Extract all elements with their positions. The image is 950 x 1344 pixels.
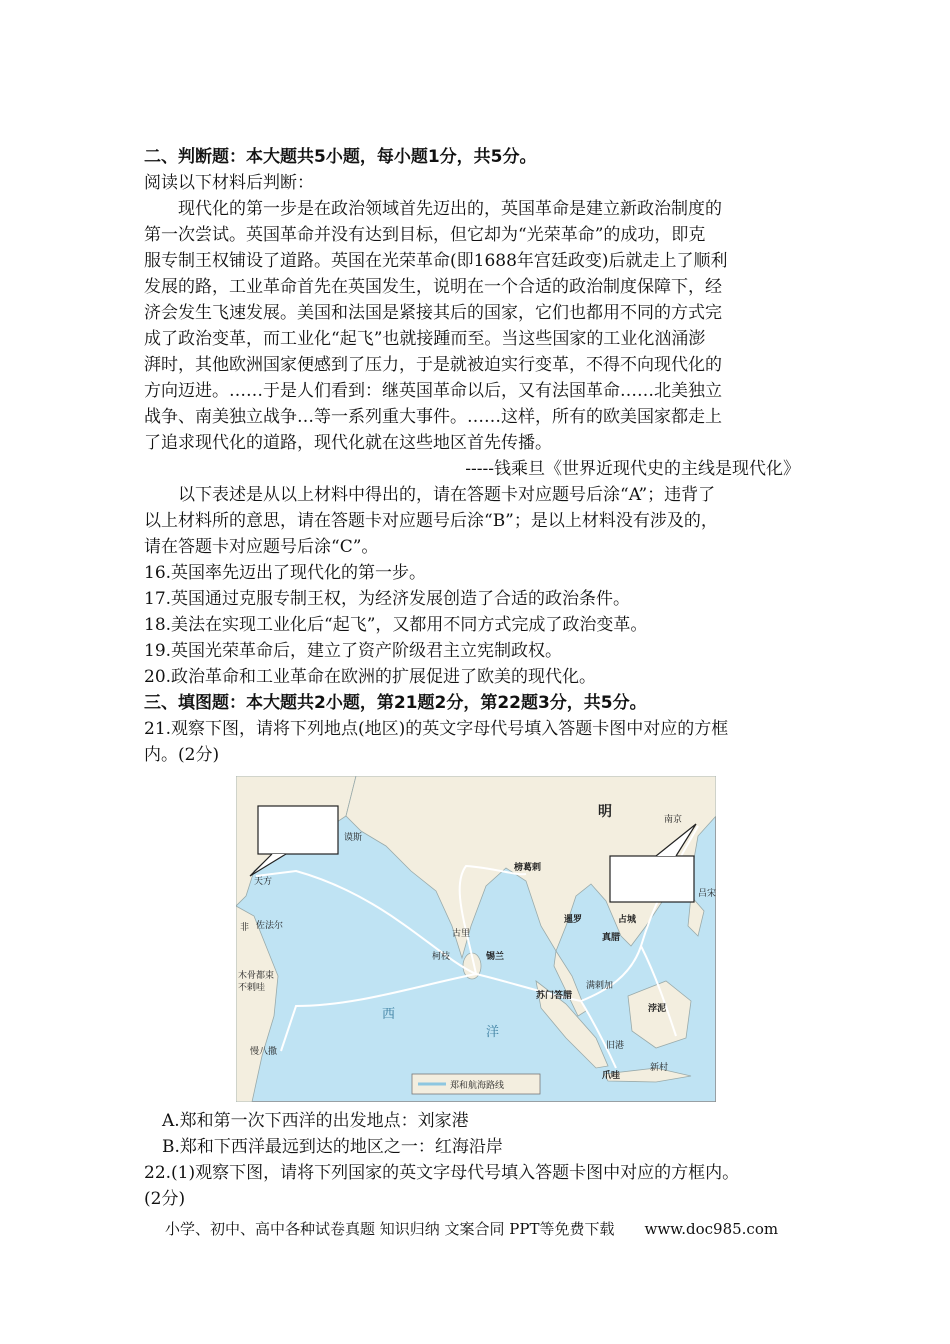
label-brunei: 浡泥 [648, 1004, 667, 1014]
label-kezhi: 柯枝 [432, 952, 451, 962]
reading-intro: 阅读以下材料后判断： [144, 173, 314, 193]
label-malacca: 满剌加 [586, 981, 614, 991]
question-18: 18.美法在实现工业化后“起飞”，又都用不同方式完成了政治变革。 [144, 615, 648, 635]
label-mogadishu: 木骨都束 [238, 971, 275, 981]
passage-line: 发展的路，工业革命首先在英国发生，说明在一个合适的政治制度保障下，经 [144, 277, 722, 297]
passage-line: 成了政治变革，而工业化“起飞”也就接踵而至。当这些国家的工业化汹涌澎 [144, 329, 706, 349]
label-brava: 不剌哇 [238, 983, 266, 993]
zheng-he-voyage-map [236, 776, 716, 1102]
instruction-line: 以下表述是从以上材料中得出的，请在答题卡对应题号后涂“A”；违背了 [178, 485, 716, 505]
footer-text: 小学、初中、高中各种试卷真题 知识归纳 文案合同 PPT等免费下载 www.doc985.com [165, 1220, 779, 1238]
label-mombasa: 慢八撒 [250, 1047, 278, 1057]
label-africa: 非 [240, 923, 250, 933]
label-nanjing: 南京 [664, 815, 683, 825]
question-20: 20.政治革命和工业革命在欧洲的扩展促进了欧美的现代化。 [144, 667, 597, 687]
passage-line: 了追求现代化的道路，现代化就在这些地区首先传播。 [144, 433, 552, 453]
map-legend [412, 1074, 540, 1094]
label-ming: 明 [598, 804, 612, 820]
label-siam: 暹罗 [564, 915, 583, 925]
question-22-line: (2分) [144, 1189, 186, 1209]
label-tianfang: 天方 [254, 877, 273, 887]
passage-line: 第一次尝试。英国革命并没有达到目标，但它却为“光荣革命”的成功，即克 [144, 225, 706, 245]
label-palembang: 旧港 [606, 1041, 625, 1051]
question-19: 19.英国光荣革命后，建立了资产阶级君主立宪制政权。 [144, 641, 563, 661]
instruction-line: 请在答题卡对应题号后涂“C”。 [144, 537, 379, 557]
passage-line: 济会发生飞速发展。美国和法国是紧接其后的国家，它们也都用不同的方式完 [144, 303, 722, 323]
section2-heading: 二、判断题：本大题共5小题，每小题1分，共5分。 [144, 147, 537, 167]
question-17: 17.英国通过克服专制王权，为经济发展创造了合适的政治条件。 [144, 589, 631, 609]
question-22-line: 22.(1)观察下图，请将下列国家的英文字母代号填入答题卡图中对应的方框内。 [144, 1163, 740, 1183]
section3-heading: 三、填图题：本大题共2小题，第21题2分，第22题3分，共5分。 [144, 693, 647, 713]
label-hormuz: 谟斯 [344, 833, 363, 843]
label-bengal: 榜葛剌 [514, 863, 542, 873]
label-ceylon: 锡兰 [486, 952, 505, 962]
passage-source: -----钱乘旦《世界近现代史的主线是现代化》 [465, 459, 800, 479]
label-zufar: 佐法尔 [256, 921, 284, 931]
option-b: B.郑和下西洋最远到达的地区之一：红海沿岸 [162, 1137, 503, 1157]
question-16: 16.英国率先迈出了现代化的第一步。 [144, 563, 427, 583]
passage-line: 方向迈进。……于是人们看到：继英国革命以后，又有法国革命……北美独立 [144, 381, 722, 401]
question-21-line: 内。(2分) [144, 745, 220, 765]
question-21-line: 21.观察下图，请将下列地点(地区)的英文字母代号填入答题卡图中对应的方框 [144, 719, 729, 739]
option-a: A.郑和第一次下西洋的出发地点：刘家港 [162, 1111, 469, 1131]
label-ocean: 洋 [486, 1025, 500, 1040]
passage-line: 战争、南美独立战争…等一系列重大事件。……这样，所有的欧美国家都走上 [144, 407, 722, 427]
legend-label: 郑和航海路线 [450, 1081, 505, 1091]
passage-line: 湃时，其他欧洲国家便感到了压力，于是就被迫实行变革，不得不向现代化的 [144, 355, 722, 375]
passage-line: 服专制王权铺设了道路。英国在光荣革命(即1688年宫廷政变)后就走上了顺利 [144, 251, 728, 271]
instruction-line: 以上材料所的意思，请在答题卡对应题号后涂“B”；是以上材料没有涉及的， [144, 511, 718, 531]
passage-line: 现代化的第一步是在政治领域首先迈出的，英国革命是建立新政治制度的 [178, 199, 722, 219]
label-xincun: 新村 [650, 1063, 669, 1073]
label-samudra: 苏门答腊 [536, 991, 573, 1001]
label-west: 西 [382, 1007, 396, 1022]
label-guli: 古里 [452, 929, 471, 939]
label-champa: 占城 [618, 915, 637, 925]
label-luzon: 吕宋 [698, 889, 716, 899]
label-cambodia: 真腊 [602, 933, 621, 943]
label-java: 爪哇 [602, 1071, 621, 1081]
